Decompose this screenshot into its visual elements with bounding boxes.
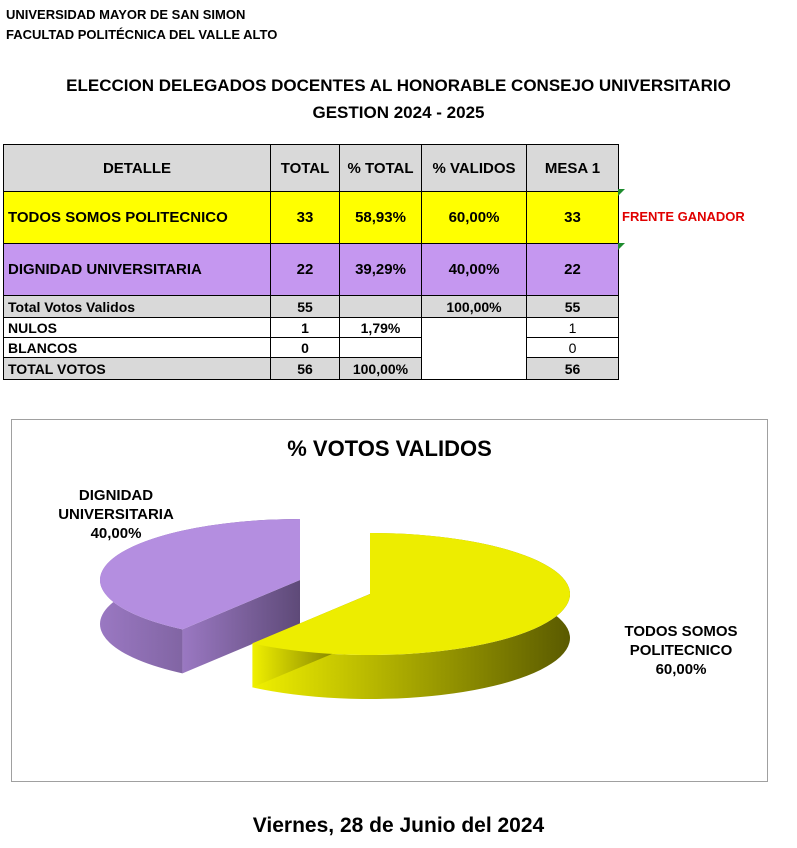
cell-mesa1: 33 bbox=[527, 192, 619, 244]
cell-pct-validos: 100,00% bbox=[422, 296, 527, 318]
election-period: GESTION 2024 - 2025 bbox=[312, 103, 485, 122]
cell-mesa1: 56 bbox=[527, 358, 619, 380]
cell-pct-total: 100,00% bbox=[340, 358, 422, 380]
cell-pct-total: 39,29% bbox=[340, 244, 422, 296]
table-row bbox=[4, 338, 619, 358]
cell-mesa1: 22 bbox=[527, 244, 619, 296]
pie-chart-svg bbox=[12, 420, 767, 781]
results-table bbox=[3, 144, 619, 380]
chart-title: % VOTOS VALIDOS bbox=[287, 436, 492, 461]
faculty-name: FACULTAD POLITÉCNICA DEL VALLE ALTO bbox=[6, 27, 278, 42]
column-header: % VALIDOS bbox=[422, 145, 527, 192]
table-row bbox=[4, 192, 619, 244]
cell-comment-marker-icon bbox=[618, 243, 625, 250]
cell-pct-total: 1,79% bbox=[340, 318, 422, 338]
cell-pct-validos: 60,00% bbox=[422, 192, 527, 244]
cell-pct-total bbox=[340, 296, 422, 318]
slice-category-line: TODOS SOMOS bbox=[624, 623, 738, 640]
report-date: Viernes, 28 de Junio del 2024 bbox=[252, 814, 545, 837]
cell-mesa1: 0 bbox=[527, 338, 619, 358]
column-header: MESA 1 bbox=[527, 145, 619, 192]
slice-value-label: 60,00% bbox=[655, 661, 707, 678]
cell-pct-validos: 40,00% bbox=[422, 244, 527, 296]
cell-detalle: BLANCOS bbox=[4, 338, 271, 358]
column-header: % TOTAL bbox=[340, 145, 422, 192]
cell-total: 55 bbox=[271, 296, 340, 318]
slice-label-dignidad bbox=[38, 486, 194, 543]
winner-note: FRENTE GANADOR bbox=[622, 209, 745, 224]
column-header: DETALLE bbox=[4, 145, 271, 192]
cell-comment-marker-icon bbox=[618, 189, 625, 196]
cell-total: 0 bbox=[271, 338, 340, 358]
slice-category-line: DIGNIDAD bbox=[78, 487, 154, 504]
table-row bbox=[4, 244, 619, 296]
column-header: TOTAL bbox=[271, 145, 340, 192]
election-title: ELECCION DELEGADOS DOCENTES AL HONORABLE CONSEJO UNIVERSITARIO bbox=[66, 76, 731, 95]
cell-detalle: NULOS bbox=[4, 318, 271, 338]
slice-category-line: POLITECNICO bbox=[629, 642, 733, 659]
cell-detalle: TOTAL VOTOS bbox=[4, 358, 271, 380]
cell-total: 33 bbox=[271, 192, 340, 244]
slice-label-todos bbox=[606, 622, 756, 679]
cell-total: 1 bbox=[271, 318, 340, 338]
table-row bbox=[4, 358, 619, 380]
pie-chart bbox=[11, 419, 768, 782]
cell-mesa1: 55 bbox=[527, 296, 619, 318]
slice-category-line: UNIVERSITARIA bbox=[58, 506, 174, 523]
cell-empty bbox=[422, 318, 527, 380]
slice-value-label: 40,00% bbox=[90, 525, 142, 542]
cell-pct-total: 58,93% bbox=[340, 192, 422, 244]
cell-mesa1: 1 bbox=[527, 318, 619, 338]
cell-total: 56 bbox=[271, 358, 340, 380]
cell-detalle: TODOS SOMOS POLITECNICO bbox=[4, 192, 271, 244]
cell-detalle: DIGNIDAD UNIVERSITARIA bbox=[4, 244, 271, 296]
table-header-row bbox=[4, 145, 619, 192]
table-row bbox=[4, 296, 619, 318]
cell-detalle: Total Votos Validos bbox=[4, 296, 271, 318]
university-name: UNIVERSIDAD MAYOR DE SAN SIMON bbox=[6, 7, 246, 22]
table-row bbox=[4, 318, 619, 338]
cell-total: 22 bbox=[271, 244, 340, 296]
cell-pct-total bbox=[340, 338, 422, 358]
